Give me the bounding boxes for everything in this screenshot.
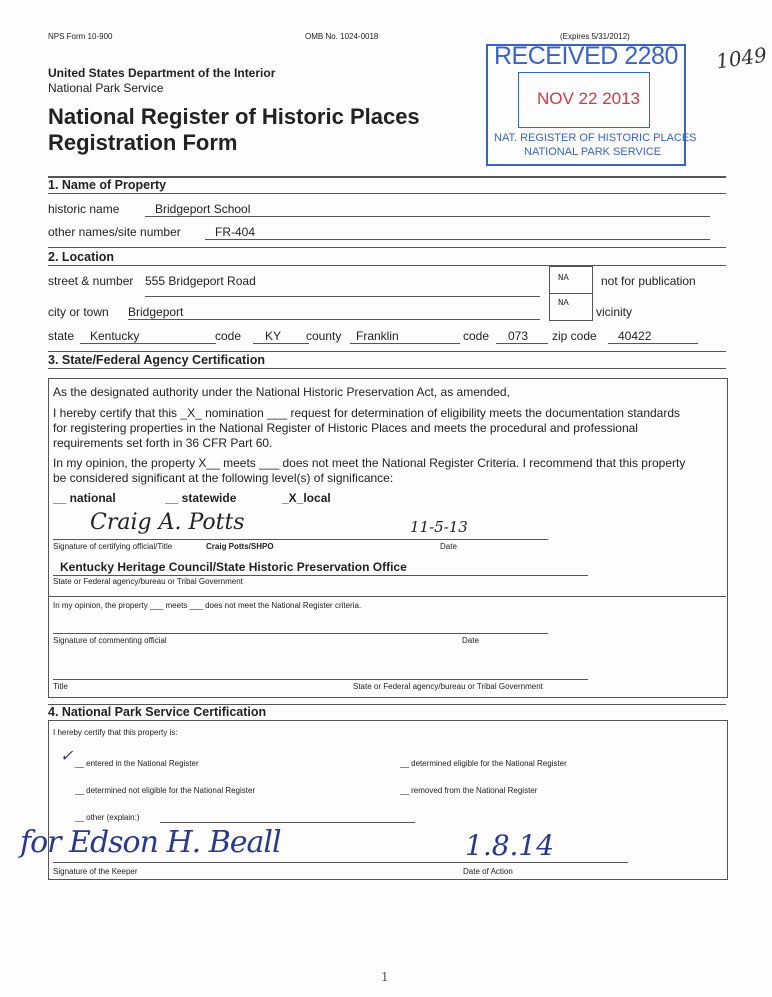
historic-name-field: Bridgeport School (145, 202, 710, 217)
certifying-signature: Craig A. Potts (90, 510, 245, 535)
received-stamp: RECEIVED 2280 NOV 22 2013 NAT. REGISTER OF HISTORIC PLACES NATIONAL PARK SERVICE (486, 44, 686, 166)
stamp-date-box (518, 72, 650, 128)
page-number: 1 (381, 970, 389, 984)
form-number: NPS Form 10-900 (48, 32, 113, 41)
expires: (Expires 5/31/2012) (560, 32, 630, 41)
section-1-heading: 1. Name of Property (48, 178, 167, 192)
section-2-heading: 2. Location (48, 250, 114, 264)
stamp-date: NOV 22 2013 (537, 89, 641, 108)
site-number-field: FR-404 (205, 225, 710, 240)
street-field: 555 Bridgeport Road (145, 274, 540, 297)
check-mark: ✓ (60, 746, 74, 765)
page-title: National Register of Historic Places (48, 104, 420, 129)
omb-number: OMB No. 1024-0018 (305, 32, 379, 41)
city-field: Bridgeport (128, 305, 540, 320)
handwritten-number: 1049 (714, 42, 769, 74)
section-3-heading: 3. State/Federal Agency Certification (48, 353, 265, 367)
section-4-heading: 4. National Park Service Certification (48, 705, 267, 719)
form-page: NPS Form 10-900 OMB No. 1024-0018 (Expires 5/31/2012) RECEIVED 2280 NOV 22 2013 NAT. REGISTER OF HISTORIC PLACES NATIONAL PARK SERVICE 1049 United States Department of the Interior National Park Service National Register of Historic Places Registration Form 1. Name of Property historic name Bridgeport School other names/site number FR-404 2. Location street & number 555 Bridgeport Road NA NA not for publication vicinity city or town Bridgeport state Kentucky code KY county Franklin code 073 zip code 40422 3. State/Federal Agency Certification As the designated authority under the National Historic Preservation Act, as amended, I hereby certify that this _X_ nomination ___ request for determination of eligibility meets the documentation standards for registering properties in the National Register of Historic Places and meets the procedural and professional requirements set forth in 36 CFR Part 60. In my opinion, the property X__ meets ___ does not meet the National Register Criteria. I recommend that this property be considered significant at the following level(s) of significance: __ national __ statewide _X_local Craig A. Potts 11-5-13 Signature of certifying official/Title Craig Potts/SHPO Date Kentucky Heritage Council/State Historic Preservation Office State or Federal agency/bureau or Tribal Government In my opinion, the property ___ meets ___ does not meet the National Register criteria. Signature of commenting official Date Title State or Federal agency/bureau or Tribal Government 4. National Park Service Certification I hereby certify that this property is: __ entered in the National Register ✓ __ determined eligible for the National Register __ determined not eligible for the National Register __ removed from the National Register __ other (explain:) for Edson H. Beall 1.8.14 Signature of the Keeper Date of Action 1 (0, 0, 772, 997)
keeper-signature: for Edson H. Beall (20, 825, 281, 860)
